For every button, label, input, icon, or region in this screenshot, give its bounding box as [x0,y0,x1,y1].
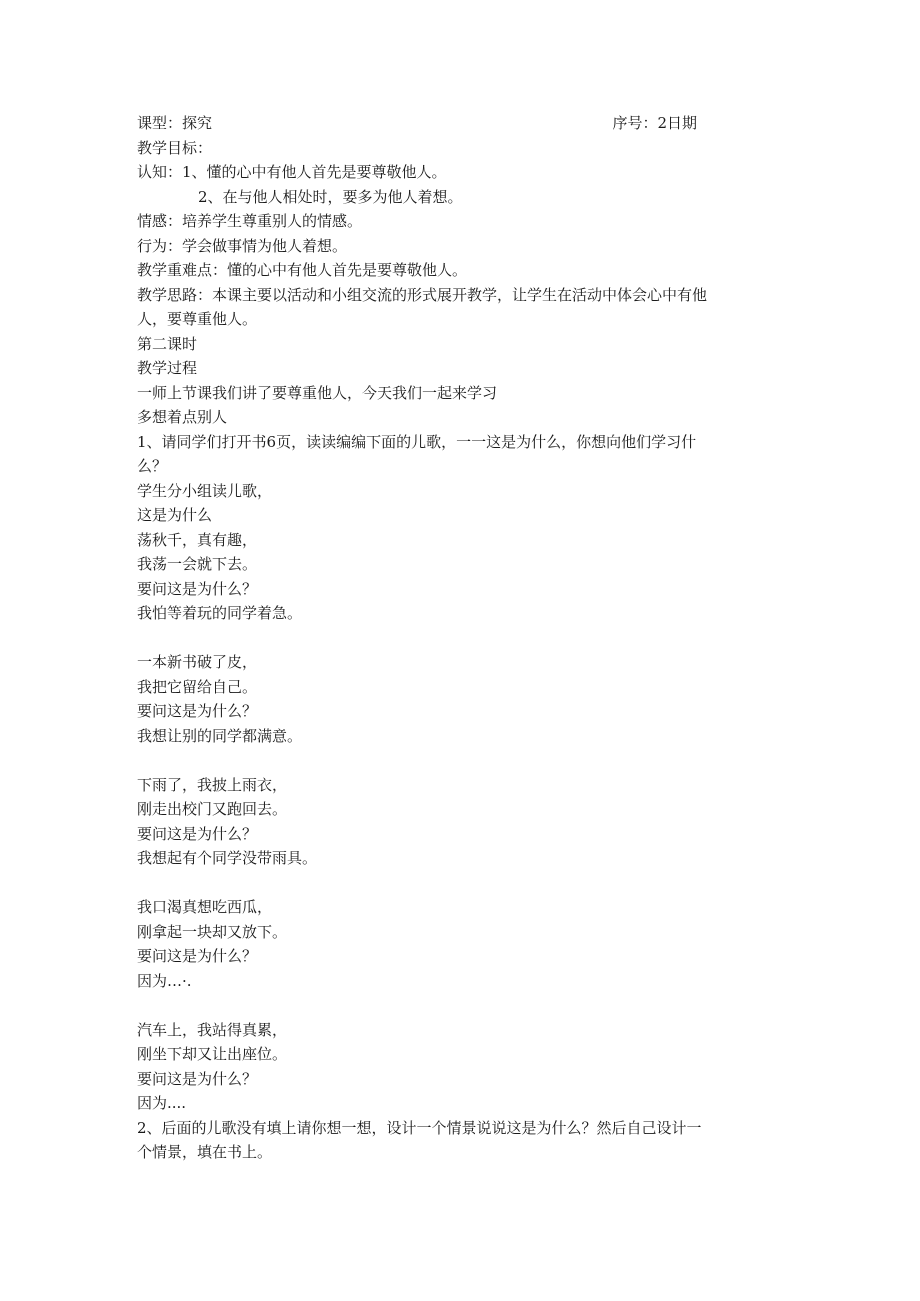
objective-cognition-1: 认知：1、懂的心中有他人首先是要尊敬他人。 [137,163,447,181]
poem-line: 下雨了，我披上雨衣， [137,775,288,794]
poem-line: 我怕等着玩的同学着急。 [137,604,303,622]
step1-line-2: 么？ [137,457,168,475]
step1-line-1: 1、请同学们打开书6页，读读编编下面的儿歌，一一这是为什么，你想向他们学习什 [137,432,697,451]
approach-line-2: 人，要尊重他人。 [137,310,258,328]
poem-line: 一本新书破了皮， [137,653,258,671]
poem-line: 要问这是为什么？ [137,702,258,720]
stanza-gap [137,871,787,896]
objective-emotion: 情感：培养学生尊重别人的情感。 [137,212,363,230]
step1-line-3: 学生分小组读儿歌， [137,481,273,500]
poem-stanza [137,1018,787,1116]
poem-line: 要问这是为什么？ [137,947,258,965]
intro-line-1: 一师上节课我们讲了要尊重他人，今天我们一起来学习 [137,383,498,402]
poem-line: 我口渴真想吃西瓜， [137,898,273,916]
poem-line: 因为.... [137,1094,187,1112]
objective-behavior: 行为：学会做事情为他人着想。 [137,236,348,255]
stanza-gap [137,748,787,773]
poem-stanza [137,528,787,626]
poem-stanza [137,650,787,748]
stanza-gap [137,626,787,651]
poem-line: 我荡一会就下去。 [137,555,258,573]
stanza-gap [137,993,787,1018]
poem-line: 要问这是为什么？ [137,579,258,598]
serial-date: 序号：2日期 [612,114,697,132]
poem-line: 刚拿起一块却又放下。 [137,922,288,941]
objective-cognition-2: 2、在与他人相处时，要多为他人着想。 [198,187,463,206]
poem-line: 刚走出校门又跑回去。 [137,800,288,818]
step2-line-2: 个情景，填在书上。 [137,1143,273,1161]
step1-line-4: 这是为什么 [137,506,213,524]
objectives-title: 教学目标： [137,138,213,157]
intro-line-2: 多想着点别人 [137,408,228,426]
key-point: 教学重难点：懂的心中有他人首先是要尊敬他人。 [137,261,468,279]
lesson-number: 第二课时 [137,334,198,353]
poem-line: 刚坐下却又让出座位。 [137,1045,288,1063]
poem-line: 汽车上，我站得真累， [137,1020,288,1039]
poem-line: 我想起有个同学没带雨具。 [137,849,318,867]
course-type: 课型：探究 [137,114,213,132]
poem-stanza [137,773,787,871]
document-body [137,111,787,1165]
poem-line: 我想让别的同学都满意。 [137,726,303,745]
poem-line: 要问这是为什么？ [137,1069,258,1088]
poem-line: 因为…·. [137,971,192,990]
poem-line: 我把它留给自己。 [137,677,258,696]
step2-line-1: 2、后面的儿歌没有填上请你想一想，设计一个情景说说这是为什么？然后自己设计一 [137,1118,702,1137]
process-title: 教学过程 [137,359,198,377]
poem-line: 荡秋千，真有趣， [137,530,258,549]
poem-line: 要问这是为什么？ [137,824,258,843]
poem-stanza [137,895,787,993]
approach-line-1: 教学思路：本课主要以活动和小组交流的形式展开教学，让学生在活动中体会心中有他 [137,285,708,304]
header-row [137,111,697,136]
